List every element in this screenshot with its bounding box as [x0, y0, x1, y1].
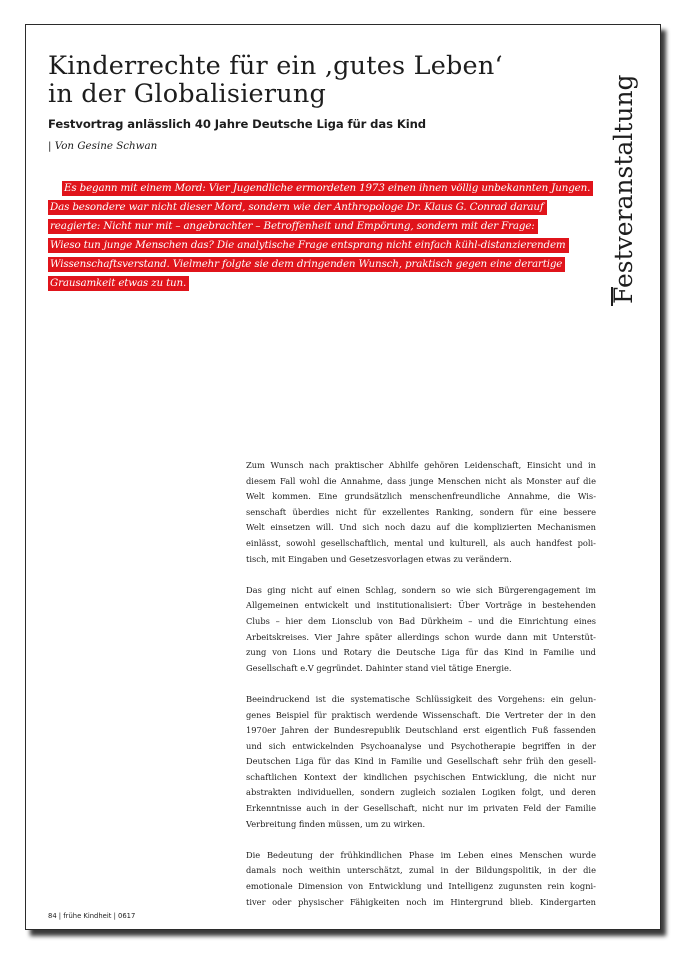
body-line: Welt einsetzen will. Und sich noch dazu auf die komplizierten Mechanismen — [246, 522, 596, 533]
lead-line: reagierte: Nicht nur mit – angebrachter – Betroffenheit und Empörung, sondern mit der Frage: — [48, 219, 538, 234]
lead-line: Grausamkeit etwas zu tun. — [48, 276, 189, 291]
body-line: Welt kommen. Eine grundsätzlich menschenfreundliche Annahme, die Wis- — [246, 491, 596, 502]
body-paragraph — [246, 692, 596, 832]
body-paragraph — [246, 458, 596, 567]
body-line: emotionale Dimension von Entwicklung und Intelligenz zugunsten rein kogni- — [246, 881, 596, 892]
body-line: zung von Lions und Rotary die Deutsche Liga für das Kind in Familie und — [246, 647, 596, 658]
body-line: Verbreitung finden müssen, um zu wirken. — [246, 818, 426, 829]
body-line: und sich entwickelnden Psychoanalyse und Psychotherapie begriffen in der — [246, 740, 596, 751]
body-line: Arbeitskreises. Vier Jahre später allerdings schon wurde dann mit Unterstüt- — [246, 631, 596, 642]
body-line: Das ging nicht auf einen Schlag, sondern so wie sich Bürgerengagement im — [246, 584, 596, 595]
lead-line: Wieso tun junge Menschen das? Die analytische Frage entsprang nicht einfach kühl-distanzierendem — [48, 238, 569, 253]
article-subtitle: Festvortrag anlässlich 40 Jahre Deutsche Liga für das Kind — [48, 117, 426, 131]
body-line: diesem Fall wohl die Annahme, dass junge Menschen nicht als Monster auf die — [246, 475, 596, 486]
body-line: Erkenntnisse auch in der Gesellschaft, nicht nur im privaten Feld der Familie — [246, 803, 596, 814]
body-line: Gesellschaft e.V gegründet. Dahinter stand viel tätige Energie. — [246, 662, 512, 673]
body-line: Deutschen Liga für das Kind in Familie und Gesellschaft sehr früh den gesell- — [246, 756, 596, 767]
body-paragraph — [246, 848, 596, 910]
lead-line: Das besondere war nicht dieser Mord, sondern wie der Anthropologe Dr. Klaus G. Conrad darauf — [48, 200, 547, 215]
section-label: Festveranstaltung — [609, 74, 638, 304]
body-line: Clubs – hier dem Lionsclub von Bad Dürkheim – und die Einrichtung eines — [246, 615, 596, 626]
article-byline: | Von Gesine Schwan — [48, 140, 158, 152]
body-line: tiver oder physischer Fähigkeiten noch im Hintergrund blieb. Kindergarten — [246, 896, 596, 907]
body-line: abstrakten individuellen, sondern zugleich sozialen Logiken folgt, und deren — [246, 787, 596, 798]
body-line: tisch, mit Eingaben und Gesetzesvorlagen etwas zu verändern. — [246, 553, 512, 564]
page-footer: 84 | frühe Kindheit | 0617 — [48, 912, 136, 920]
body-line: genes Beispiel für praktisch werdende Wissenschaft. Die Vertreter der in den — [246, 709, 596, 720]
body-line: damals noch weithin unterschätzt, zumal in der Bildungspolitik, in der die — [246, 865, 596, 876]
lead-paragraph — [48, 179, 591, 293]
article-title — [48, 52, 568, 108]
body-line: 1970er Jahren der Bundesrepublik Deutschland erst eigentlich Fuß fassenden — [246, 725, 596, 736]
lead-line: Es begann mit einem Mord: Vier Jugendliche ermordeten 1973 einen ihnen völlig unbekannten Jungen. — [62, 181, 593, 196]
body-line: senschaft überdies nicht für exzellentes Ranking, sondern für eine bessere — [246, 506, 596, 517]
article-title-line-1: Kinderrechte für ein ‚gutes Leben‘ — [48, 51, 503, 81]
body-line: Die Bedeutung der frühkindlichen Phase im Leben eines Menschen wurde — [246, 849, 596, 860]
body-line: schaftlichen Kontext der kindlichen psychischen Entwicklung, die nicht nur — [246, 771, 596, 782]
magazine-page — [25, 24, 661, 930]
body-line: Zum Wunsch nach praktischer Abhilfe gehören Leidenschaft, Einsicht und in — [246, 460, 596, 470]
body-line: Beeindruckend ist die systematische Schlüssigkeit des Vorgehens: ein gelun- — [246, 693, 596, 704]
lead-line: Wissenschaftsverstand. Vielmehr folgte sie dem dringenden Wunsch, praktisch gegen eine derartige — [48, 257, 565, 272]
body-paragraph — [246, 583, 596, 677]
article-body — [246, 458, 596, 926]
body-line: einlässt, sowohl gesellschaftlich, mental und kulturell, als auch handfest poli- — [246, 537, 596, 548]
article-title-line-2: in der Globalisierung — [48, 79, 327, 109]
body-line: Allgemeinen entwickelt und institutionalisiert: Über Vorträge in bestehenden — [246, 600, 596, 611]
